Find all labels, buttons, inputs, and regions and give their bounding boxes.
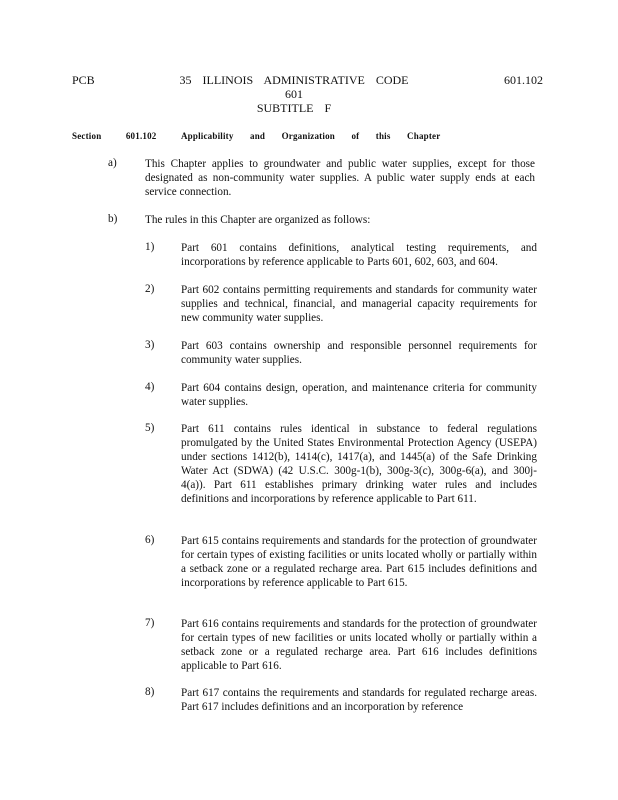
subitem-marker: 7): [145, 617, 155, 629]
subitem-marker: 5): [145, 422, 155, 434]
section-heading: [72, 131, 462, 141]
subitem-marker: 1): [145, 241, 155, 253]
subitem-text: Part 616 contains requirements and standards for the protection of groundwater for certain types of new facilities or units located wholly or partially within a setback zone or a regulated recharge area. Part 616 includes definitions applicable to Part 616.: [181, 618, 537, 672]
subitem-text: Part 617 contains the requirements and standards for regulated recharge areas. Part 617 includes definitions and an incorporation by reference: [181, 687, 537, 713]
subitem-text: Part 611 contains rules identical in substance to federal regulations promulgated by the United States Environmental Protection Agency (USEPA) under sections 1412(b), 1414(c), 1417(a), and 1445(a) of the Safe Drinking Water Act (SDWA) (42 U.S.C. 300g-1(b), 300g-3(c), 300g-6(a), and 300j-4(a)). Part 611 establishes primary drinking water rules and includes definitions and incorporations by reference applicable to Part 611.: [181, 423, 537, 505]
section-label: Section: [72, 131, 102, 141]
subitem-text: Part 604 contains design, operation, and maintenance criteria for community water supplies.: [181, 382, 537, 408]
item-marker: a): [108, 157, 117, 169]
subitem-text: Part 603 contains ownership and responsible personnel requirements for community water supplies.: [181, 340, 537, 366]
page-header-center: [174, 73, 414, 115]
page-header-left: PCB: [72, 73, 95, 87]
header-subtitle: SUBTITLE F: [256, 101, 332, 115]
section-title: Applicability and Organization of this Chapter: [180, 131, 441, 141]
subitem-marker: 2): [145, 283, 155, 295]
header-code-title: 35 ILLINOIS ADMINISTRATIVE CODE 601: [179, 73, 409, 101]
subitem-text: Part 615 contains requirements and standards for the protection of groundwater for certain types of existing facilities or units located wholly or partially within a setback zone or a regulated recharge area. Part 615 includes definitions and incorporations by reference applicable to Part 615.: [181, 535, 537, 589]
subitem-marker: 3): [145, 339, 155, 351]
subitem-marker: 6): [145, 534, 155, 546]
subitem-text: Part 601 contains definitions, analytical testing requirements, and incorporations by reference applicable to Parts 601, 602, 603, and 604.: [181, 242, 537, 268]
item-marker: b): [108, 213, 118, 225]
subitem-marker: 4): [145, 381, 155, 393]
item-text: This Chapter applies to groundwater and public water supplies, except for those designated as non-community water supplies. A public water supply ends at each service connection.: [145, 158, 535, 198]
item-text: The rules in this Chapter are organized as follows:: [145, 214, 371, 226]
section-number: 601.102: [125, 131, 157, 141]
subitem-marker: 8): [145, 686, 155, 698]
subitem-text: Part 602 contains permitting requirements and standards for community water supplies and technical, financial, and managerial capacity requirements for new community water supplies.: [181, 284, 537, 324]
page-header-right: 601.102: [504, 73, 543, 87]
